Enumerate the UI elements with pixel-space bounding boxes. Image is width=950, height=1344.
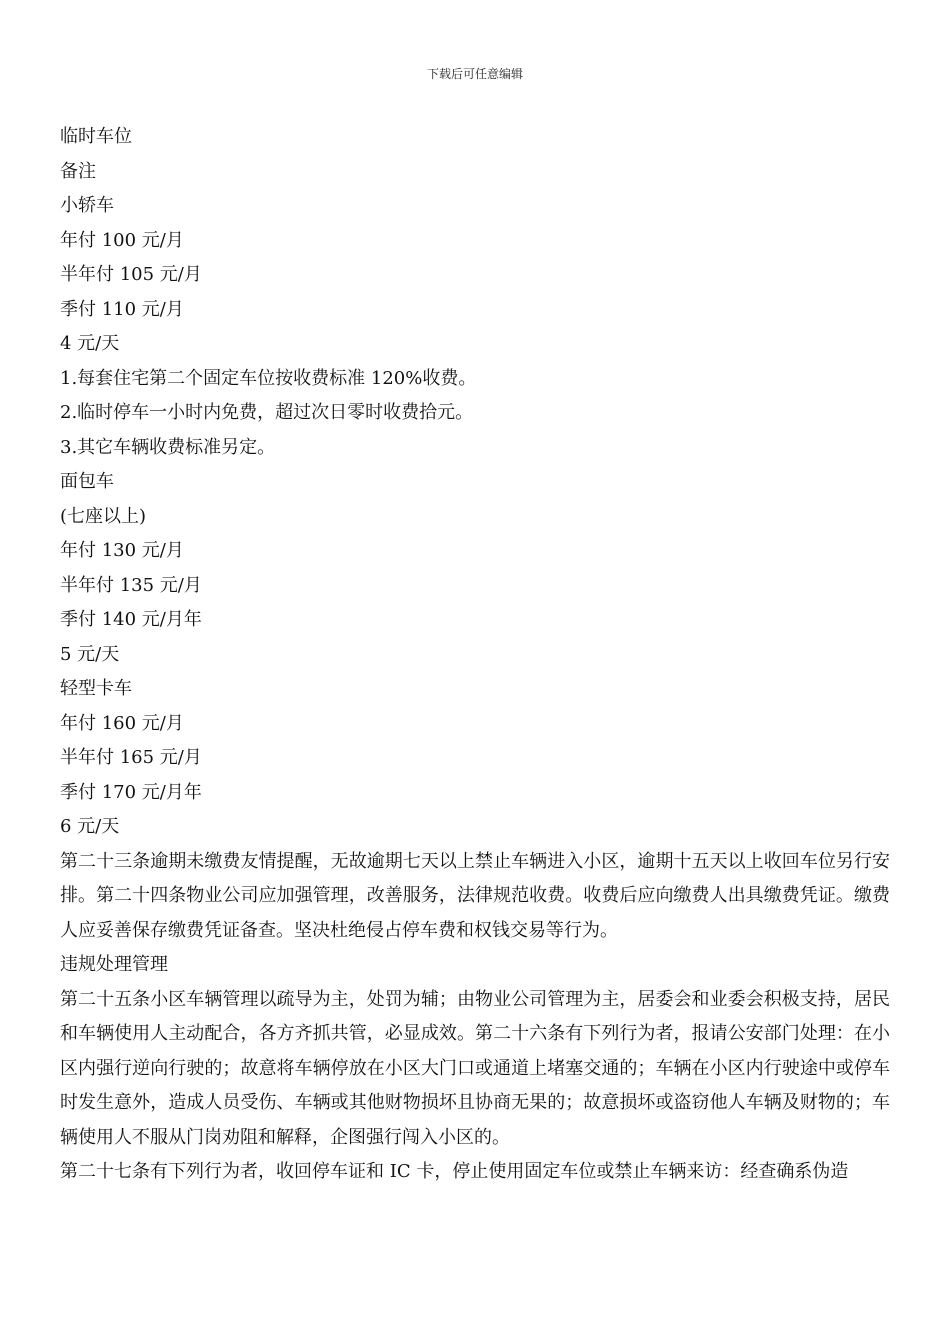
note-item-1: 1.每套住宅第二个固定车位按收费标准 120%收费。 <box>60 367 477 389</box>
vehicle-type-light-truck: 轻型卡车 <box>60 678 132 699</box>
car-daily-fee: 4 元/天 <box>60 333 120 354</box>
van-annual-fee: 年付 130 元/月 <box>60 540 184 561</box>
van-quarterly-fee: 季付 140 元/月年 <box>60 609 202 630</box>
page-header: 下载后可任意编辑 <box>426 67 523 81</box>
section-heading-violations: 违规处理管理 <box>60 954 168 975</box>
vehicle-type-car: 小轿车 <box>60 195 114 216</box>
car-quarterly-fee: 季付 110 元/月 <box>60 298 184 320</box>
vehicle-type-van: 面包车 <box>60 471 114 492</box>
truck-annual-fee: 年付 160 元/月 <box>60 712 184 734</box>
truck-quarterly-fee: 季付 170 元/月年 <box>60 781 202 803</box>
document-body <box>60 120 890 1190</box>
remarks-label: 备注 <box>60 160 96 182</box>
article-27-paragraph: 第二十七条有下列行为者，收回停车证和 IC 卡，停止使用固定车位或禁止车辆来访：经查确系伪造 <box>60 1161 849 1182</box>
truck-daily-fee: 6 元/天 <box>60 816 120 837</box>
van-seat-note: (七座以上) <box>60 505 147 527</box>
article-25-26-paragraph: 第二十五条小区车辆管理以疏导为主，处罚为辅；由物业公司管理为主，居委会和业委会积极支持，居民和车辆使用人主动配合，各方齐抓共管，必显成效。第二十六条有下列行为者，报请公安部门处理：在小区内强行逆向行驶的；故意将车辆停放在小区大门口或通道上堵塞交通的；车辆在小区内行驶途中或停车时发生意外，造成人员受伤、车辆或其他财物损坏且协商无果的；故意损坏或盗窃他人车辆及财物的；车辆使用人不服从门岗劝阻和解释，企图强行闯入小区的。 <box>60 988 890 1148</box>
car-annual-fee: 年付 100 元/月 <box>60 229 184 251</box>
car-half-year-fee: 半年付 105 元/月 <box>60 264 202 285</box>
article-23-24-paragraph: 第二十三条逾期未缴费友情提醒，无故逾期七天以上禁止车辆进入小区，逾期十五天以上收回车位另行安排。第二十四条物业公司应加强管理，改善服务，法律规范收费。收费后应向缴费人出具缴费凭证。缴费人应妥善保存缴费凭证备查。坚决杜绝侵占停车费和权钱交易等行为。 <box>60 850 890 941</box>
van-half-year-fee: 半年付 135 元/月 <box>60 574 202 596</box>
van-daily-fee: 5 元/天 <box>60 643 120 665</box>
section-title-temporary-parking: 临时车位 <box>60 126 132 147</box>
truck-half-year-fee: 半年付 165 元/月 <box>60 747 202 768</box>
note-item-3: 3.其它车辆收费标准另定。 <box>60 436 276 458</box>
note-item-2: 2.临时停车一小时内免费，超过次日零时收费拾元。 <box>60 402 474 423</box>
